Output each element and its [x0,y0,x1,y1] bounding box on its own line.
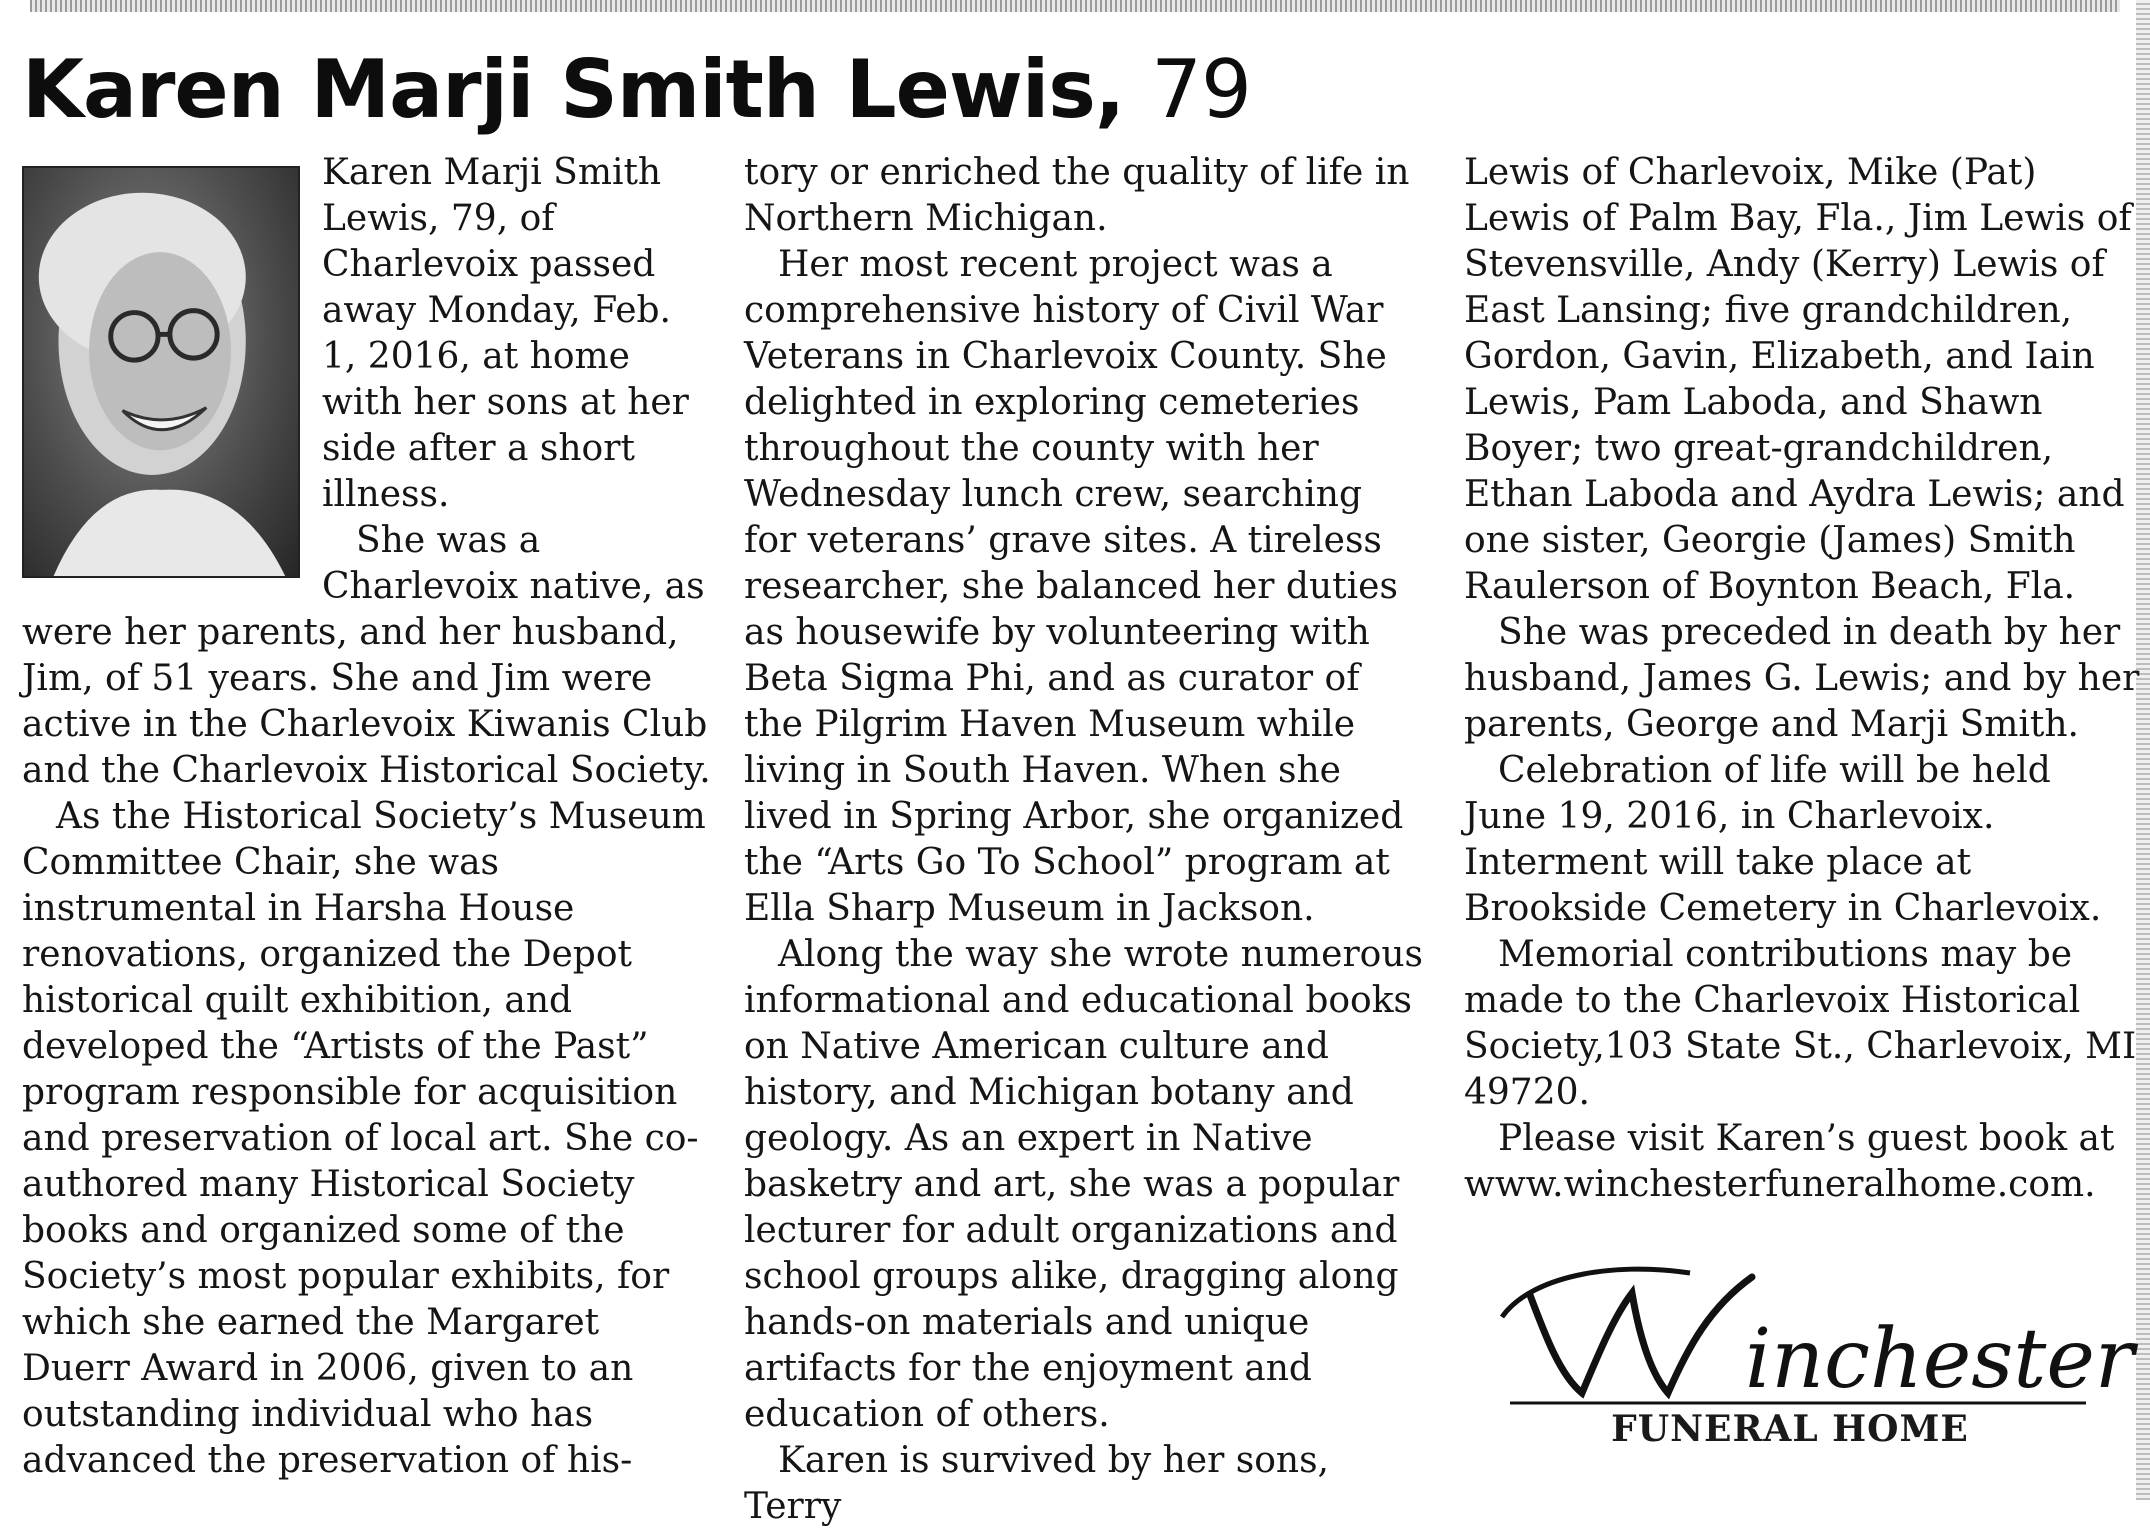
paragraph-guest-book: Please visit Karen’s guest book at www.winchesterfuneralhome.com. [1464,1118,2115,1205]
paragraph-preceded: She was preceded in death by her husband, James G. Lewis; and by her parents, George and Marji Smith. [1464,612,2140,745]
paragraph-books: Along the way she wrote numerous informational and educational books on Native American culture and history, and Michigan botany and geology. As an expert in Native basketry and art, she was a popular lecturer for adult organizations and school groups alike, dragging along hands-on materials and unique artifacts for the enjoyment and education of others. [744,934,1423,1435]
paragraph-celebration: Celebration of life will be held June 19, 2016, in Charlevoix. Interment will take place at Brookside Cemetery in Charlevoix. [1464,750,2102,929]
headline-age: 79 [1151,43,1251,136]
funeral-home-logo [1490,1255,2135,1475]
obituary-headline [22,40,1251,140]
paragraph-survivors: Lewis of Charlevoix, Mike (Pat) Lewis of Palm Bay, Fla., Jim Lewis of Stevensville, Andy (Kerry) Lewis of East Lansing; five grandchildren, Gordon, Gavin, Elizabeth, and Iain Lewis, Pam Laboda, and Shawn Boyer; two great-grandchildren, Ethan Laboda and Aydra Lewis; and one sister, Georgie (James) Smith Raulerson of Boynton Beach, Fla. [1464,152,2132,607]
paragraph-memorial: Memorial contributions may be made to the Charlevoix Historical Society,103 State St., Charlevoix, MI 49720. [1464,934,2137,1113]
logo-subtitle: FUNERAL HOME [1611,1408,1969,1450]
paragraph-native: She was a Charlevoix native, as were her parents, and her husband, Jim, of 51 years. She and Jim were active in the Charlevoix Kiwanis Club and the Charlevoix Historical Society. [22,520,711,791]
paragraph-historical-society: As the Historical Society’s Museum Committee Chair, she was instrumental in Harsha House renovations, organized the Depot historical quilt exhibition, and developed the “Artists of the Past” program responsible for acquisition and preservation of local art. She co-authored many Historical Society books and organized some of the Society’s most popular exhibits, for which she earned the Margaret Duerr Award in 2006, given to an outstanding individual who has advanced the preservation of his- [22,796,706,1481]
paragraph-continued: tory or enriched the quality of life in Northern Michigan. [744,152,1410,239]
paragraph-intro: Karen Marji Smith Lewis, 79, of Charlevoix passed away Monday, Feb. 1, 2016, at home with her sons at her side after a short illness. [322,152,689,515]
headline-name: Karen Marji Smith Lewis, [22,43,1125,136]
portrait-photo [22,166,300,578]
scan-edge-top [30,0,2120,12]
column-1 [22,150,712,1480]
paragraph-survivors-start: Karen is survived by her sons, Terry [744,1440,1330,1527]
column-2 [744,150,1424,1527]
paragraph-recent-project: Her most recent project was a comprehensive history of Civil War Veterans in Charlevoix County. She delighted in exploring cemeteries throughout the county with her Wednesday lunch crew, searching for veterans’ grave sites. A tireless researcher, she balanced her duties as housewife by volunteering with Beta Sigma Phi, and as curator of the Pilgrim Haven Museum while living in South Haven. When she lived in Spring Arbor, she organized the “Arts Go To School” program at Ella Sharp Museum in Jackson. [744,244,1404,929]
logo-wordmark: inchester [1745,1312,2135,1407]
